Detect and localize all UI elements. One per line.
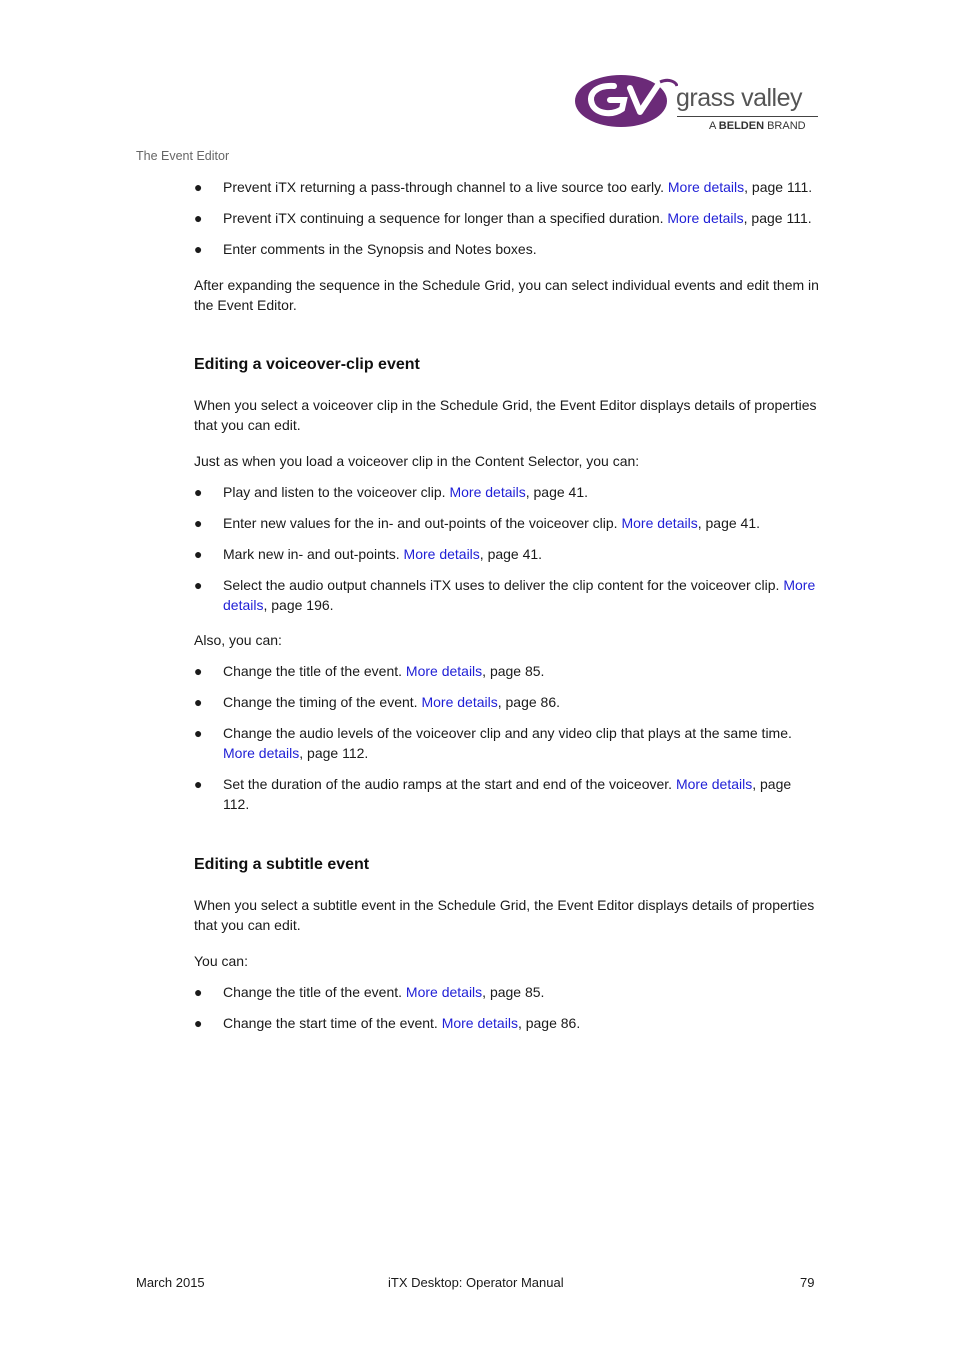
more-details-link[interactable]: More details [667,210,744,226]
list-item: ● Change the timing of the event. More details, page 86. [194,694,561,710]
more-details-link[interactable]: More details [621,515,698,531]
more-details-link[interactable]: More details [675,776,753,792]
voiceover-paragraph: When you select a voiceover clip in the Schedule Grid, the Event Editor displays details of properties that you can edit. [194,397,817,433]
voiceover-bullet-list [194,482,819,615]
bullet-icon: ● [194,179,203,195]
voiceover-paragraph: Just as when you load a voiceover clip in the Content Selector, you can: [194,453,640,469]
subtitle-paragraph: When you select a subtitle event in the Schedule Grid, the Event Editor displays details of properties that you can edit. [194,897,815,933]
subtitle-bullet-list [194,982,819,1033]
list-item: ● Play and listen to the voiceover clip. More details, page 41. [194,484,589,500]
list-item: ● Select the audio output channels iTX uses to deliver the clip content for the voiceover clip. More details, page 196. [194,577,816,613]
footer-page-number: 79 [800,1275,815,1290]
page-content [194,177,819,1033]
voiceover-paragraph: Also, you can: [194,632,282,648]
list-item: ● Change the title of the event. More details, page 85. [194,984,545,1000]
more-details-link[interactable]: More details [403,546,480,562]
intro-paragraph: After expanding the sequence in the Schedule Grid, you can select individual events and edit them in the Event Editor. [194,277,819,313]
bullet-icon: ● [194,1015,203,1031]
subtitle-paragraph: You can: [194,953,248,969]
intro-bullet-list [194,177,819,259]
list-item: ● Prevent iTX continuing a sequence for longer than a specified duration. More details, page 111. [194,210,812,226]
bullet-icon: ● [194,663,203,679]
more-details-link[interactable]: More details [405,663,483,679]
logo-wordmark: grass valley [676,84,802,112]
bullet-icon: ● [194,984,203,1000]
list-item: ● Set the duration of the audio ramps at the start and end of the voiceover. More details, page 112. [194,776,792,812]
list-item: ● Enter comments in the Synopsis and Notes boxes. [194,241,537,257]
bullet-icon: ● [194,515,203,531]
bullet-icon: ● [194,241,203,257]
list-item: ● Enter new values for the in- and out-points of the voiceover clip. More details, page 41. [194,515,760,531]
voiceover-bullet-list-2 [194,661,819,814]
bullet-icon: ● [194,694,203,710]
list-item: ● Prevent iTX returning a pass-through channel to a live source too early. More details, page 111. [194,179,813,195]
more-details-link[interactable]: More details [449,484,526,500]
gv-swirl-icon [574,72,678,130]
bullet-icon: ● [194,484,203,500]
bullet-icon: ● [194,210,203,226]
grass-valley-logo [574,70,824,134]
list-item: ● Mark new in- and out-points. More details, page 41. [194,546,543,562]
list-item: ● Change the start time of the event. More details, page 86. [194,1015,581,1031]
list-item: ● Change the title of the event. More details, page 85. [194,663,545,679]
more-details-link[interactable]: More details [441,1015,518,1031]
more-details-link[interactable]: More details [667,179,745,195]
more-details-link[interactable]: More details [405,984,483,1000]
more-details-link[interactable]: More details [421,694,498,710]
bullet-icon: ● [194,546,203,562]
bullet-icon: ● [194,725,203,741]
logo-tagline: A BELDEN BRAND [709,120,806,132]
bullet-icon: ● [194,577,203,593]
logo-divider [677,116,818,117]
footer-date: March 2015 [136,1275,205,1290]
voiceover-heading: Editing a voiceover-clip event [194,356,420,373]
more-details-link[interactable]: More details [223,745,300,761]
footer-title: iTX Desktop: Operator Manual [388,1275,564,1290]
bullet-icon: ● [194,776,203,792]
running-header: The Event Editor [136,149,230,163]
subtitle-heading: Editing a subtitle event [194,856,370,873]
list-item: ● Change the audio levels of the voiceover clip and any video clip that plays at the same time. More details, page 112. [194,725,792,761]
more-details-link[interactable]: More details [223,577,816,613]
